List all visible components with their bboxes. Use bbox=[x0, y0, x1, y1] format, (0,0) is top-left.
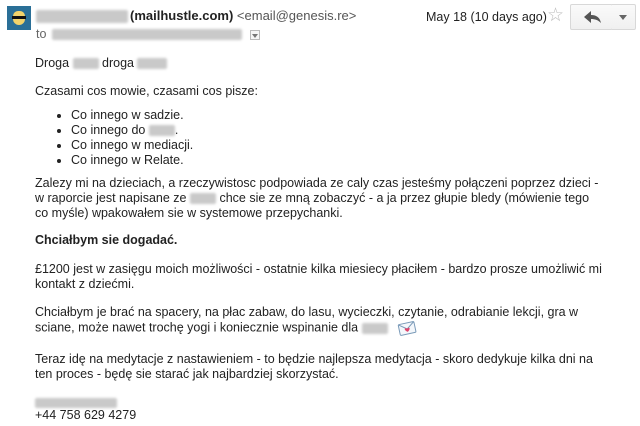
list-item: • Co innego do . bbox=[71, 123, 193, 138]
bullet-list bbox=[19, 108, 193, 168]
paragraph-4: Teraz idę na medytacje z nastawieniem - to będzie najlepsza medytacja - skoro dedykuje kilka dni na ten proces - będę sie starać jak najbardziej skorzystać. bbox=[35, 352, 593, 381]
reply-button[interactable] bbox=[570, 4, 613, 30]
list-item: • Co innego w Relate. bbox=[71, 153, 193, 168]
greeting bbox=[35, 56, 167, 71]
chevron-down-icon bbox=[252, 34, 258, 38]
paragraph-2: £1200 jest w zasięgu moich możliwości - ostatnie kilka miesiecy płaciłem - bardzo prosze umożliwić mi kontakt z dziećmi. bbox=[35, 262, 602, 291]
recipient-line bbox=[36, 27, 242, 41]
greeting-word-1: Droga bbox=[35, 56, 70, 70]
list-item: • Co innego w sadzie. bbox=[71, 108, 193, 123]
intro-text: Czasami cos mowie, czasami cos pisze: bbox=[35, 84, 258, 98]
reply-arrow-icon bbox=[584, 11, 602, 23]
recipient-redacted bbox=[52, 29, 242, 40]
sender-email: <email@genesis.re> bbox=[236, 8, 357, 23]
message-date: May 18 (10 days ago) bbox=[426, 10, 547, 24]
sender-line bbox=[36, 8, 356, 23]
sender-name-suffix: (mailhustle.com) bbox=[130, 8, 234, 23]
paragraph-1: Zalezy mi na dzieciach, a rzeczywistosc podpowiada ze caly czas jesteśmy połączeni poprzez dzieci - w raporcie jest napisane ze chce sie ze mną zobaczyć - a ja przez głupie bledy (mówienie tego co myśle) wpakowałem sie w systemowe przepychanki. bbox=[35, 176, 599, 220]
redacted-name bbox=[35, 398, 117, 408]
redacted-name bbox=[73, 58, 99, 69]
redacted-name bbox=[190, 193, 216, 204]
star-icon[interactable]: ☆ bbox=[547, 5, 565, 26]
recipient-details-toggle[interactable] bbox=[250, 30, 260, 40]
signature-phone: +44 758 629 4279 bbox=[35, 408, 137, 422]
sender-avatar bbox=[7, 6, 31, 30]
list-item: • Co innego w mediacji. bbox=[71, 138, 193, 153]
paragraph-3: Chciałbym je brać na spacery, na płac zabaw, do lasu, wycieczki, czytanie, odrabianie lekcji, gra w sciane, może nawet trochę yogi i koniecznie wspinanie dla bbox=[35, 305, 579, 335]
heading-line: Chciałbym sie dogadać. bbox=[35, 233, 178, 247]
redacted-name bbox=[362, 323, 388, 334]
more-options-button[interactable] bbox=[612, 4, 636, 30]
chevron-down-icon bbox=[619, 15, 627, 20]
avatar-glasses bbox=[12, 16, 26, 19]
redacted-name bbox=[137, 58, 167, 69]
to-label: to bbox=[36, 27, 47, 41]
sender-name-redacted bbox=[36, 10, 128, 23]
redacted-name bbox=[149, 125, 175, 136]
greeting-word-2: droga bbox=[102, 56, 134, 70]
heart-envelope-icon bbox=[397, 320, 417, 336]
